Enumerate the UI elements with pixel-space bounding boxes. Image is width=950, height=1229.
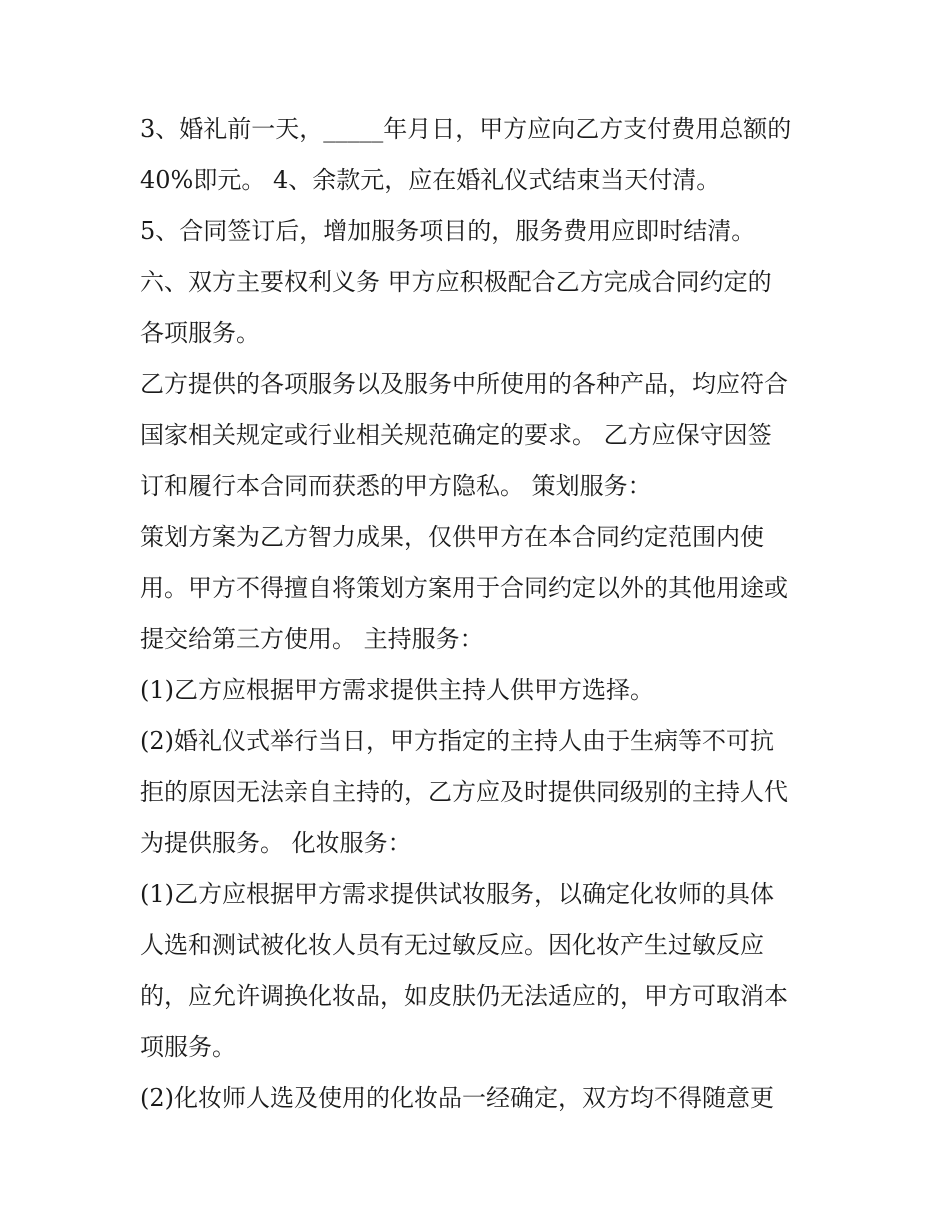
text-line: 的，应允许调换化妆品，如皮肤仍无法适应的，甲方可取消本: [140, 982, 788, 1010]
text-line: 拒的原因无法亲自主持的，乙方应及时提供同级别的主持人代: [140, 778, 788, 806]
document-body: [140, 104, 830, 1124]
text-line: 国家相关规定或行业相关规范确定的要求。 乙方应保守因签: [140, 421, 772, 449]
text-line: 策划方案为乙方智力成果，仅供甲方在本合同约定范围内使: [140, 523, 764, 551]
text-line: (1)乙方应根据甲方需求提供主持人供甲方选择。: [140, 676, 654, 704]
text-line: (1)乙方应根据甲方需求提供试妆服务，以确定化妆师的具体: [140, 880, 774, 908]
text-line: 为提供服务。 化妆服务：: [140, 829, 412, 857]
text-line: 3、婚礼前一天，_____年月日，甲方应向乙方支付费用总额的: [140, 115, 792, 143]
text-line: 40%即元。 4、余款元，应在婚礼仪式结束当天付清。: [140, 166, 721, 194]
text-line: 项服务。: [140, 1033, 236, 1061]
text-line: 人选和测试被化妆人员有无过敏反应。因化妆产生过敏反应: [140, 931, 764, 959]
text-line: 各项服务。: [140, 319, 260, 347]
text-line: 提交给第三方使用。 主持服务：: [140, 625, 484, 653]
text-line: (2)化妆师人选及使用的化妆品一经确定，双方均不得随意更: [140, 1084, 774, 1112]
text-line: 订和履行本合同而获悉的甲方隐私。 策划服务：: [140, 472, 652, 500]
text-line: (2)婚礼仪式举行当日，甲方指定的主持人由于生病等不可抗: [140, 727, 774, 755]
section-heading-line: 六、双方主要权利义务 甲方应积极配合乙方完成合同约定的: [140, 268, 772, 296]
text-line: 乙方提供的各项服务以及服务中所使用的各种产品，均应符合: [140, 370, 788, 398]
text-line: 用。甲方不得擅自将策划方案用于合同约定以外的其他用途或: [140, 574, 788, 602]
text-line: 5、合同签订后，增加服务项目的，服务费用应即时结清。: [140, 217, 756, 245]
